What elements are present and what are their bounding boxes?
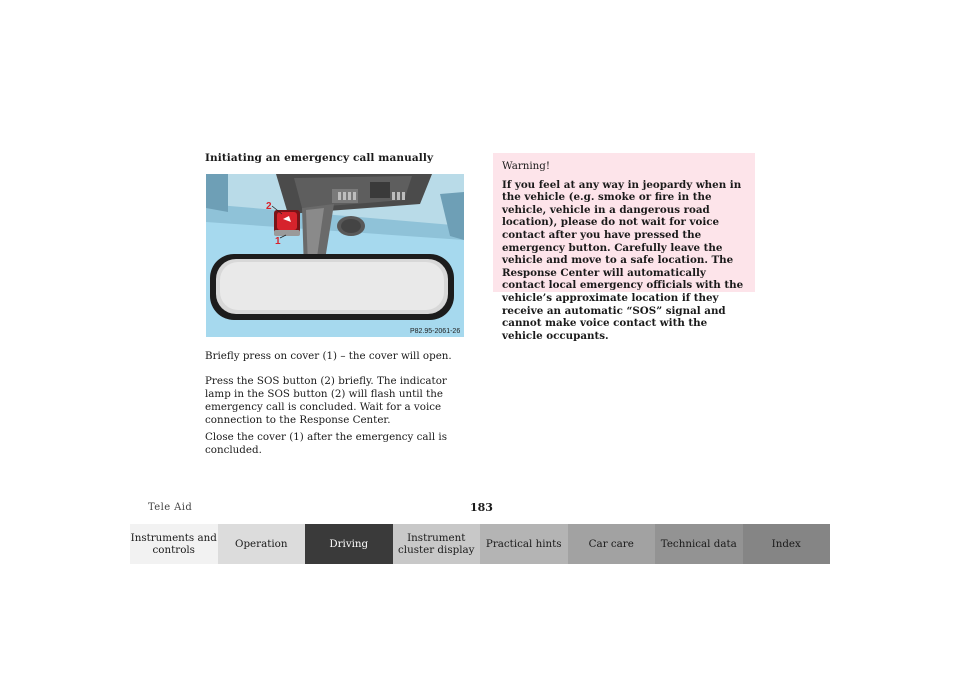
rearview-mirror-sos-figure (206, 174, 464, 337)
tab-car-care[interactable]: Car care (568, 524, 656, 564)
instruction-open-cover: Briefly press on cover (1) – the cover will open. (205, 350, 452, 362)
tab-index[interactable]: Index (743, 524, 831, 564)
instruction-close-cover: Close the cover (1) after the emergency call is concluded. (205, 431, 447, 456)
tab-instrument-cluster-display[interactable]: Instrument cluster display (393, 524, 481, 564)
callout-2: 2 (266, 201, 272, 212)
tab-practical-hints[interactable]: Practical hints (480, 524, 568, 564)
warning-box (493, 153, 755, 342)
figure-code: P82.95-2061-26 (410, 328, 461, 335)
callout-1: 1 (275, 236, 281, 247)
page-heading: Initiating an emergency call manually (205, 152, 434, 164)
section-label: Tele Aid (148, 502, 193, 513)
page-number: 183 (470, 501, 493, 514)
tab-instruments-and-controls[interactable]: Instruments and controls (130, 524, 218, 564)
warning-text: If you feel at any way in jeopardy when in the vehicle (e.g. smoke or fire in the vehicle, vehicle in a dangerous road location), please do not wait for voice contact after you have pressed the emergency button. Carefully leave the vehicle and move to a safe location. The Response Center will automatically contact local emergency officials with the vehicle’s approximate location if they receive an automatic “SOS” signal and cannot make voice contact with the vehicle occupants. (502, 178, 744, 342)
warning-title: Warning! (502, 160, 551, 172)
tab-driving[interactable]: Driving (305, 524, 393, 564)
tab-technical-data[interactable]: Technical data (655, 524, 743, 564)
instruction-press-sos: Press the SOS button (2) briefly. The indicator lamp in the SOS button (2) will flash until the emergency call is concluded. Wait for a voice connection to the Response Center. (205, 375, 447, 426)
tab-operation[interactable]: Operation (218, 524, 306, 564)
chapter-navigation (130, 524, 830, 564)
